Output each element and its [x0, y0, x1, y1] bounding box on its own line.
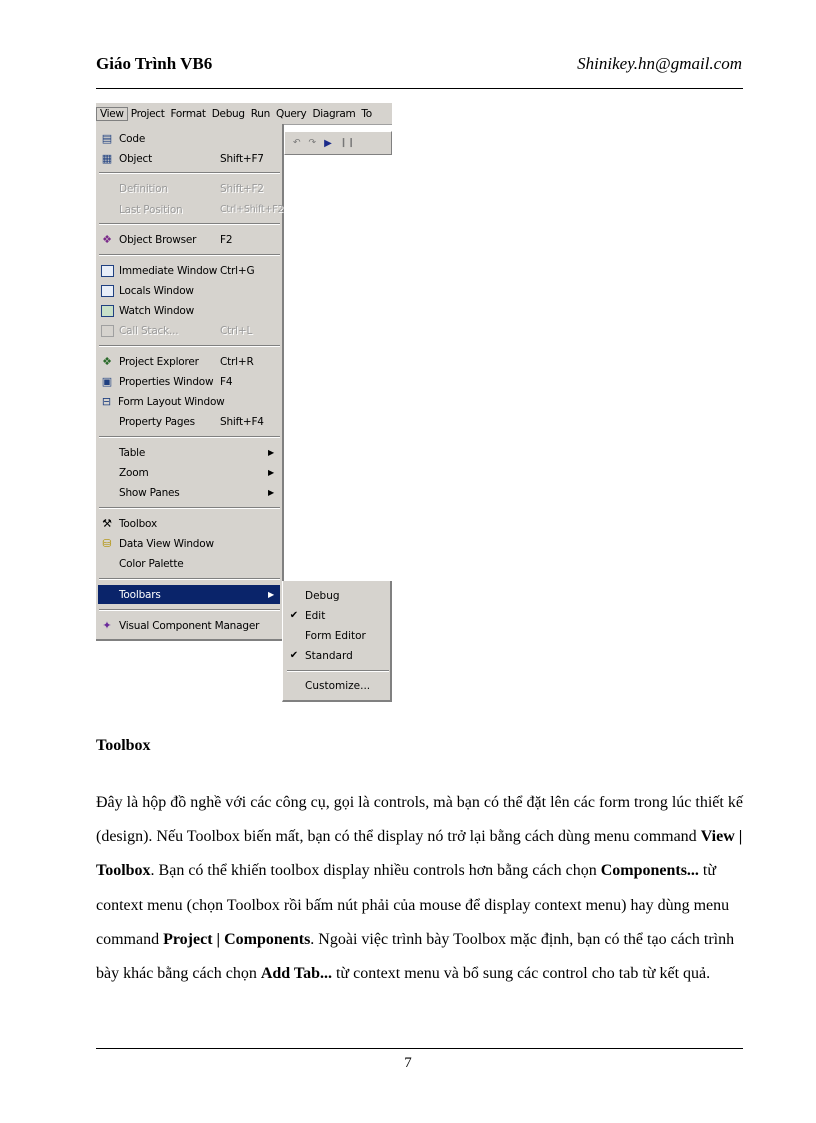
menu-item-visual-component-manager[interactable] — [98, 616, 280, 635]
menu-item-watch-window[interactable] — [98, 301, 280, 320]
menu-item-immediate-window[interactable] — [98, 261, 280, 280]
menu-diagram[interactable]: Diagram — [312, 107, 356, 120]
menu-item-label: Watch Window — [119, 304, 195, 317]
body-paragraph — [96, 786, 746, 991]
form-layout-icon: ⊟ — [101, 395, 112, 408]
immediate-window-icon — [100, 264, 114, 277]
menu-item-label: Definition — [119, 182, 168, 195]
submenu-item-label: Debug — [305, 589, 340, 602]
object-icon: ▦ — [101, 152, 113, 165]
menu-view[interactable]: View — [96, 107, 128, 121]
submenu-item-debug[interactable] — [287, 586, 389, 605]
menu-item-toolbars[interactable] — [98, 585, 280, 604]
menu-item-shortcut: Ctrl+G — [220, 264, 255, 277]
visual-component-manager-icon: ✦ — [102, 619, 112, 632]
pause-icon[interactable]: ❙❙ — [339, 138, 355, 148]
submenu-item-form-editor[interactable] — [287, 626, 389, 645]
check-icon: ✔ — [289, 610, 299, 621]
menu-item-label: Table — [119, 446, 146, 459]
menu-item-shortcut: Shift+F4 — [220, 415, 264, 428]
menu-run[interactable]: Run — [250, 107, 271, 120]
menu-item-shortcut: Ctrl+R — [220, 355, 254, 368]
menu-separator — [287, 670, 389, 672]
menu-item-code[interactable] — [98, 129, 280, 148]
submenu-arrow-icon: ▶ — [268, 468, 275, 477]
menu-item-shortcut: Ctrl+Shift+F2 — [220, 204, 284, 215]
menu-item-last-position — [98, 200, 284, 219]
menu-item-shortcut: Shift+F7 — [220, 152, 264, 165]
submenu-item-standard[interactable] — [287, 646, 389, 665]
menu-item-label: Form Layout Window — [117, 395, 225, 408]
bold-term: Components... — [600, 862, 699, 880]
menu-item-label: Zoom — [119, 466, 149, 479]
toolbox-icon: ⚒ — [102, 517, 112, 530]
vb6-view-menu-screenshot — [96, 103, 392, 703]
menu-item-object-browser[interactable] — [98, 230, 280, 249]
paragraph-text: từ context menu (chọn Toolbox rồi bấm nút phải của mouse để display context menu) hay dùng menu command — [96, 862, 730, 948]
menu-item-label: Data View Window — [119, 537, 214, 550]
menu-bar — [96, 103, 392, 125]
menu-item-label: Project Explorer — [119, 355, 199, 368]
redo-icon[interactable]: ↷ — [308, 138, 317, 148]
menu-item-shortcut: Shift+F2 — [220, 182, 264, 195]
check-icon: ✔ — [289, 650, 299, 661]
submenu-arrow-icon: ▶ — [268, 448, 275, 457]
menu-tools[interactable]: To — [361, 107, 372, 120]
menu-separator — [99, 172, 280, 174]
section-title: Toolbox — [96, 737, 151, 754]
menu-separator — [99, 254, 280, 256]
menu-item-label: Last Position — [119, 203, 183, 216]
menu-item-shortcut: F4 — [220, 375, 233, 388]
paragraph-text: . Ngoài việc trình bày Toolbox mặc định, bạn có thể tạo cách trình bày khác bằng cách chọn — [96, 930, 735, 983]
code-icon: ▤ — [101, 132, 113, 145]
menu-item-label: Immediate Window — [119, 264, 218, 277]
submenu-item-label: Form Editor — [305, 629, 366, 642]
submenu-item-label: Edit — [305, 609, 326, 622]
menu-separator — [99, 507, 280, 509]
data-view-icon: ⛁ — [102, 537, 112, 550]
menu-item-data-view-window[interactable] — [98, 534, 280, 553]
menu-item-object[interactable] — [98, 149, 280, 168]
menu-item-label: Color Palette — [119, 557, 184, 570]
bold-term: Project | Components — [163, 930, 311, 948]
footer-rule — [96, 1048, 743, 1049]
menu-separator — [99, 345, 280, 347]
menu-separator — [99, 578, 280, 580]
submenu-arrow-icon: ▶ — [268, 488, 275, 497]
menu-project[interactable]: Project — [130, 107, 165, 120]
object-browser-icon: ❖ — [102, 233, 112, 246]
undo-icon[interactable]: ↶ — [293, 138, 301, 148]
menu-item-label: Object — [119, 152, 152, 165]
submenu-item-edit[interactable] — [287, 606, 389, 625]
watch-window-icon — [100, 304, 114, 317]
locals-window-icon — [100, 284, 114, 297]
call-stack-icon — [100, 324, 114, 337]
menu-separator — [99, 609, 280, 611]
menu-item-label: Visual Component Manager — [119, 619, 260, 632]
menu-item-label: Toolbox — [119, 517, 157, 530]
menu-item-color-palette[interactable] — [98, 554, 280, 573]
menu-separator — [99, 436, 280, 438]
bold-term: Add Tab... — [260, 965, 332, 983]
menu-item-show-panes[interactable] — [98, 483, 280, 502]
submenu-item-customize[interactable] — [287, 676, 389, 695]
menu-item-label: Locals Window — [119, 284, 194, 297]
header-email: Shinikey.hn@gmail.com — [577, 54, 742, 73]
menu-item-locals-window[interactable] — [98, 281, 280, 300]
standard-toolbar — [284, 131, 392, 155]
menu-separator — [99, 223, 280, 225]
menu-item-call-stack — [98, 321, 280, 340]
paragraph-text: Đây là hộp đồ nghề với các công cụ, gọi là controls, mà bạn có thể đặt lên các form trong lúc thiết kế (design). Nếu Toolbox biến mất, bạn có thể display nó trở lại bằng cách dùng menu command — [96, 794, 743, 846]
header-rule — [96, 88, 743, 89]
properties-window-icon: ▣ — [101, 375, 113, 388]
menu-item-property-pages[interactable] — [98, 412, 280, 431]
menu-item-toolbox[interactable] — [98, 514, 280, 533]
menu-item-definition — [98, 179, 280, 198]
menu-query[interactable]: Query — [276, 107, 307, 120]
menu-item-label: Properties Window — [119, 375, 214, 388]
project-explorer-icon: ❖ — [102, 355, 112, 368]
menu-item-form-layout-window[interactable] — [98, 392, 280, 411]
header-title: Giáo Trình VB6 — [96, 54, 213, 73]
menu-item-label: Call Stack... — [119, 324, 179, 337]
submenu-item-label: Standard — [305, 649, 353, 662]
toolbars-submenu — [282, 581, 392, 702]
menu-format[interactable]: Format — [170, 107, 206, 120]
menu-item-table[interactable] — [98, 443, 280, 462]
paragraph-text: từ context menu và bổ sung các control cho tab từ kết quả. — [331, 965, 711, 983]
submenu-item-label: Customize... — [305, 679, 371, 692]
menu-debug[interactable]: Debug — [211, 107, 245, 120]
menu-item-shortcut: Ctrl+L — [220, 324, 253, 337]
play-icon[interactable]: ▶ — [324, 137, 332, 149]
menu-item-properties-window[interactable] — [98, 372, 280, 391]
bold-term: View | Toolbox — [96, 828, 743, 880]
menu-item-label: Object Browser — [119, 233, 197, 246]
menu-item-label: Show Panes — [119, 486, 180, 499]
menu-item-label: Toolbars — [119, 588, 161, 601]
menu-item-project-explorer[interactable] — [98, 352, 280, 371]
menu-item-label: Property Pages — [119, 415, 195, 428]
view-menu-dropdown — [96, 124, 284, 641]
menu-item-shortcut: F2 — [220, 233, 233, 246]
menu-item-zoom[interactable] — [98, 463, 280, 482]
menu-item-label: Code — [119, 132, 146, 145]
submenu-arrow-icon: ▶ — [268, 590, 275, 599]
page-number: 7 — [404, 1055, 412, 1071]
paragraph-text: . Bạn có thể khiến toolbox display nhiều controls hơn bằng cách chọn — [150, 862, 601, 880]
